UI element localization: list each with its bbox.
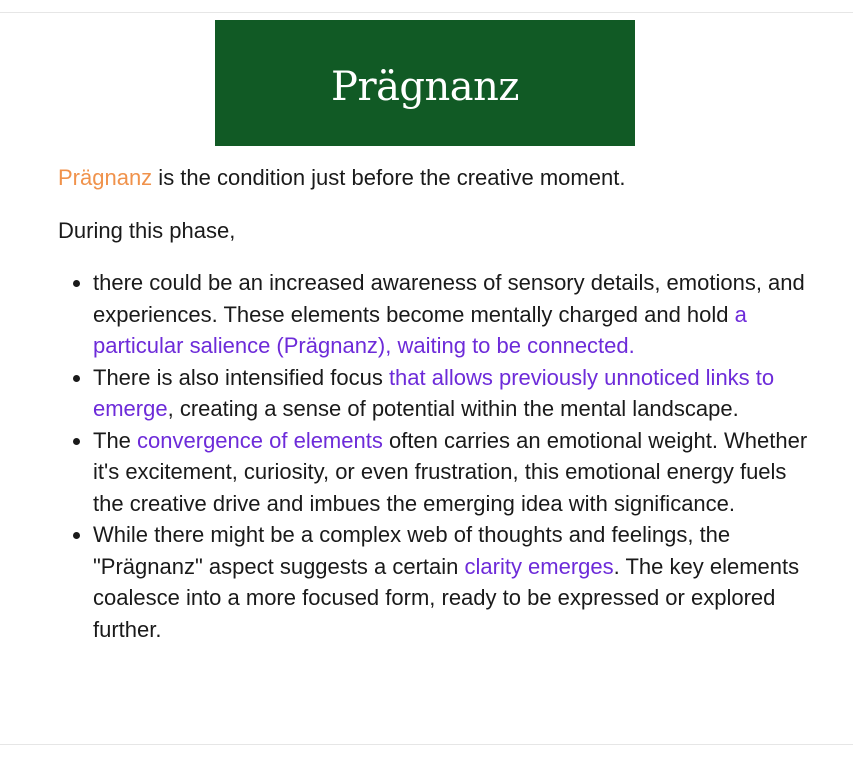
list-item-text: There is also intensified focus: [93, 364, 389, 390]
top-divider: [0, 12, 853, 13]
list-item: [93, 519, 818, 645]
article-body: [58, 162, 818, 645]
highlighted-phrase: a particular salience (Prägnanz), waiting to be connected.: [93, 301, 747, 358]
list-item-text: The: [93, 427, 138, 453]
list-item-text: While there might be a complex web of thoughts and feelings, the "Prägnanz" aspect suggests a certain: [93, 522, 731, 579]
list-item-text: , creating a sense of potential within the mental landscape.: [167, 396, 739, 421]
title-banner: [215, 20, 635, 146]
bullet-list: [58, 267, 818, 645]
list-item-text: often carries an emotional weight. Whether it's excitement, curiosity, or even frustration, this emotional energy fuels the creative drive and imbues the emerging idea with significance.: [93, 427, 808, 516]
list-item: [93, 362, 818, 425]
list-item-text: . The key elements coalesce into a more focused form, ready to be expressed or explored further.: [93, 553, 800, 642]
intro-paragraph: [58, 162, 818, 194]
highlighted-term: Prägnanz: [58, 165, 153, 190]
lead-paragraph: During this phase,: [58, 217, 236, 243]
highlighted-phrase: convergence of elements: [137, 427, 383, 453]
banner-title: Prägnanz: [331, 64, 519, 110]
highlighted-phrase: that allows previously unnoticed links to emerge: [93, 364, 775, 421]
highlighted-phrase: clarity emerges: [464, 553, 614, 579]
bottom-divider: [0, 744, 853, 745]
intro-text: is the condition just before the creative moment.: [152, 165, 626, 190]
list-item: [93, 267, 818, 362]
list-item-text: there could be an increased awareness of sensory details, emotions, and experiences. These elements become mentally charged and hold: [93, 270, 805, 327]
list-item: [93, 425, 818, 520]
